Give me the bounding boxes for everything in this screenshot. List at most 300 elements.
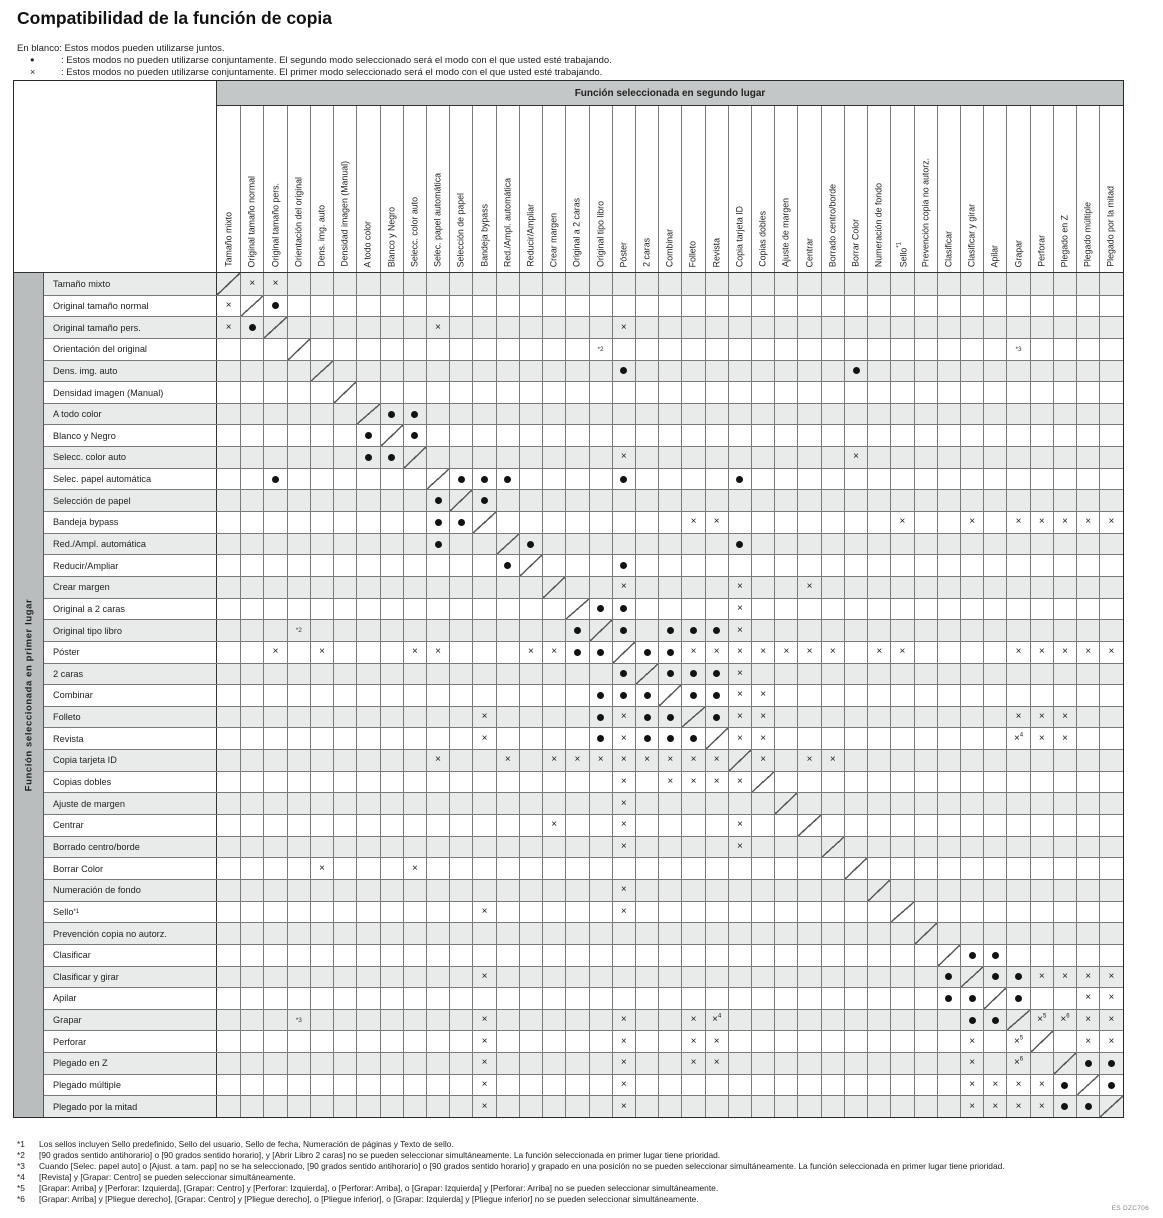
matrix-cell [1099, 1075, 1122, 1096]
matrix-cell [728, 296, 751, 317]
matrix-cell [287, 620, 310, 641]
matrix-cell [356, 1053, 379, 1074]
matrix-cell [263, 534, 286, 555]
diagonal-cell [774, 793, 797, 814]
matrix-cell [890, 577, 913, 598]
matrix-cell [658, 923, 681, 944]
matrix-cell [263, 512, 286, 533]
matrix-cell [263, 469, 286, 490]
matrix-cell [472, 988, 495, 1009]
matrix-cell [774, 317, 797, 338]
column-header-label: Original tamaño normal [246, 175, 257, 267]
matrix-cell [333, 620, 356, 641]
matrix-cell [844, 967, 867, 988]
matrix-cell [1030, 577, 1053, 598]
matrix-cell [751, 1010, 774, 1031]
diagonal-cell [844, 858, 867, 879]
column-header-label: Plegado múltiple [1082, 201, 1093, 267]
cross-mark: × [969, 1057, 976, 1069]
matrix-cell [1006, 664, 1029, 685]
matrix-cell [542, 469, 565, 490]
matrix-cell [380, 988, 403, 1009]
matrix-cell [728, 664, 751, 685]
matrix-cell [496, 317, 519, 338]
matrix-cell [356, 361, 379, 382]
matrix-cell [681, 880, 704, 901]
matrix-cell [542, 815, 565, 836]
matrix-cell [496, 577, 519, 598]
matrix-cell [310, 512, 333, 533]
matrix-cell [890, 469, 913, 490]
matrix-cell [542, 988, 565, 1009]
matrix-cell [310, 902, 333, 923]
matrix-cell [426, 534, 449, 555]
matrix-cell [449, 534, 472, 555]
matrix-cell [821, 664, 844, 685]
matrix-cell [426, 750, 449, 771]
matrix-cell [240, 620, 263, 641]
matrix-cell [821, 728, 844, 749]
matrix-cell [821, 447, 844, 468]
matrix-cell [263, 1096, 286, 1117]
matrix-cell [751, 1075, 774, 1096]
column-header-label: Selec. papel automática [432, 173, 443, 267]
matrix-cell [217, 599, 240, 620]
matrix-cell [612, 599, 635, 620]
matrix-cell [519, 750, 542, 771]
matrix-cell [426, 620, 449, 641]
footnote-text: [Grapar: Arriba] y [Perforar: Izquierda], [Grapar: Centro] y [Perforar: Izquierda], o [Perforar: Arriba], o [Grapar: Izquierda] y [Perforar: Arriba] no se pueden seleccionar simultáneamente. [39, 1183, 719, 1193]
matrix-cell [1099, 1031, 1122, 1052]
matrix-cell [589, 577, 612, 598]
compatibility-table [13, 80, 1124, 1118]
matrix-cell [426, 1010, 449, 1031]
dot-mark [690, 735, 697, 742]
matrix-cell [821, 512, 844, 533]
matrix-cell [426, 317, 449, 338]
matrix-cell [403, 555, 426, 576]
matrix-cell [217, 512, 240, 533]
cross-mark: × [737, 667, 743, 679]
matrix-cell [380, 664, 403, 685]
matrix-cell [681, 858, 704, 879]
diagonal-cell [728, 750, 751, 771]
matrix-cell [1053, 685, 1076, 706]
matrix-cell [890, 880, 913, 901]
matrix-cell [774, 577, 797, 598]
matrix-cell [589, 469, 612, 490]
matrix-cell [821, 815, 844, 836]
matrix-cell [705, 880, 728, 901]
matrix-cell [1099, 447, 1122, 468]
diagonal-cell [914, 923, 937, 944]
matrix-cell [240, 382, 263, 403]
cross-mark: × [620, 732, 627, 744]
matrix-cell [705, 772, 728, 793]
matrix-cell [1006, 793, 1029, 814]
matrix-cell [310, 1096, 333, 1117]
matrix-cell [681, 404, 704, 425]
matrix-cell [217, 728, 240, 749]
cross-mark: × [1108, 992, 1115, 1004]
dot-mark [597, 714, 604, 721]
legend-blank: En blanco: Estos modos pueden utilizarse juntos. [17, 43, 225, 54]
matrix-cell [1030, 425, 1053, 446]
matrix-cell [356, 1096, 379, 1117]
matrix-cell [751, 858, 774, 879]
matrix-cell [287, 967, 310, 988]
matrix-cell [867, 837, 890, 858]
matrix-cell [426, 685, 449, 706]
matrix-cell [1076, 382, 1099, 403]
matrix-cell [867, 1053, 890, 1074]
matrix-cell [890, 339, 913, 360]
matrix-cell [380, 750, 403, 771]
matrix-cell [287, 1096, 310, 1117]
dot-mark [992, 1017, 999, 1024]
matrix-cell [774, 296, 797, 317]
matrix-cell [774, 273, 797, 295]
legend-dot-text: : Estos modos no pueden utilizarse conjuntamente. El segundo modo seleccionado será el modo con el que usted esté trabajando. [61, 55, 612, 66]
matrix-cell [937, 858, 960, 879]
cross-mark: × [713, 754, 720, 766]
matrix-cell [449, 988, 472, 1009]
matrix-cell [867, 361, 890, 382]
matrix-cell [403, 837, 426, 858]
matrix-cell [983, 1031, 1006, 1052]
matrix-cell [612, 577, 635, 598]
table-row [44, 814, 1123, 836]
matrix-cell [728, 923, 751, 944]
matrix-cell [217, 1053, 240, 1074]
matrix-cell [821, 425, 844, 446]
matrix-cell [449, 685, 472, 706]
matrix-cell [774, 772, 797, 793]
matrix-cell [240, 361, 263, 382]
matrix-cell [519, 361, 542, 382]
matrix-cell [728, 858, 751, 879]
matrix-cell [472, 837, 495, 858]
cross-mark: × [620, 1014, 627, 1026]
matrix-cell [635, 577, 658, 598]
dot-mark [736, 541, 743, 548]
matrix-cell [774, 1010, 797, 1031]
matrix-cell [1006, 339, 1029, 360]
matrix-cell [1030, 880, 1053, 901]
column-header-label: Copia tarjeta ID [734, 205, 745, 267]
table-row [44, 987, 1123, 1009]
matrix-cell [1006, 555, 1029, 576]
column-header [914, 106, 937, 272]
matrix-cell [496, 858, 519, 879]
column-header [472, 106, 495, 272]
matrix-cell [426, 772, 449, 793]
diagonal-cell [937, 945, 960, 966]
matrix-cell [1076, 772, 1099, 793]
matrix-cell [310, 1031, 333, 1052]
matrix-cell [333, 685, 356, 706]
matrix-cell [449, 902, 472, 923]
matrix-cell [356, 880, 379, 901]
matrix-cell [960, 1096, 983, 1117]
matrix-cell [1076, 577, 1099, 598]
matrix-cell [1099, 469, 1122, 490]
matrix-cell [635, 599, 658, 620]
column-header [449, 106, 472, 272]
matrix-cell [705, 793, 728, 814]
column-header [635, 106, 658, 272]
dot-mark [597, 735, 604, 742]
matrix-cell [1076, 923, 1099, 944]
matrix-cell [960, 880, 983, 901]
matrix-cell [426, 707, 449, 728]
matrix-cell [356, 664, 379, 685]
matrix-cell [612, 967, 635, 988]
matrix-cell [287, 728, 310, 749]
matrix-cell [287, 902, 310, 923]
matrix-cell [983, 599, 1006, 620]
matrix-cell [705, 1075, 728, 1096]
row-label: Revista [44, 728, 217, 749]
matrix-cell [751, 880, 774, 901]
matrix-cell [565, 728, 588, 749]
matrix-cell [983, 945, 1006, 966]
matrix-cell [751, 923, 774, 944]
column-header-label: Ajuste de margen [780, 198, 791, 267]
matrix-cell [240, 555, 263, 576]
matrix-cell [821, 469, 844, 490]
matrix-cell [310, 1010, 333, 1031]
matrix-cell [496, 555, 519, 576]
matrix-cell [287, 273, 310, 295]
matrix-cell [612, 339, 635, 360]
table-row [44, 901, 1123, 923]
matrix-cell [844, 1010, 867, 1031]
matrix-cell [797, 1010, 820, 1031]
matrix-cell [797, 490, 820, 511]
row-label: Selec. papel automática [44, 469, 217, 490]
matrix-cell [937, 447, 960, 468]
matrix-cell [867, 642, 890, 663]
matrix-cell [542, 1053, 565, 1074]
matrix-cell [519, 707, 542, 728]
cross-mark: × [1038, 711, 1045, 723]
matrix-cell [542, 534, 565, 555]
matrix-cell [867, 512, 890, 533]
matrix-cell [983, 1053, 1006, 1074]
matrix-cell [1030, 707, 1053, 728]
matrix-cell [1006, 382, 1029, 403]
matrix-cell [565, 273, 588, 295]
cross-mark: × [1085, 1014, 1092, 1026]
matrix-cell [1030, 1053, 1053, 1074]
matrix-cell [797, 555, 820, 576]
matrix-cell [728, 880, 751, 901]
matrix-cell [890, 988, 913, 1009]
dot-mark [969, 952, 976, 959]
diagonal-cell [1099, 1096, 1122, 1117]
column-header-label: Selecc. color auto [409, 197, 420, 267]
matrix-cell [426, 490, 449, 511]
matrix-cell [914, 1075, 937, 1096]
matrix-cell [751, 577, 774, 598]
matrix-cell [496, 382, 519, 403]
matrix-cell [426, 923, 449, 944]
matrix-cell [449, 317, 472, 338]
matrix-cell [380, 1053, 403, 1074]
diagonal-cell [751, 772, 774, 793]
matrix-cell [960, 707, 983, 728]
table-row [44, 1009, 1123, 1031]
matrix-cell [333, 858, 356, 879]
matrix-cell [821, 967, 844, 988]
table-row [44, 944, 1123, 966]
cross-mark: × [667, 776, 674, 788]
matrix-cell [658, 447, 681, 468]
matrix-cell [612, 425, 635, 446]
matrix-cell [960, 772, 983, 793]
matrix-cell [844, 339, 867, 360]
matrix-cell [519, 923, 542, 944]
cross-mark: × [690, 516, 697, 528]
matrix-cell [728, 793, 751, 814]
matrix-cell [263, 599, 286, 620]
matrix-cell [821, 1075, 844, 1096]
dot-mark [504, 476, 511, 483]
matrix-cell [797, 317, 820, 338]
footnote-ref: 4 [1019, 732, 1024, 739]
matrix-cell [914, 425, 937, 446]
cross-mark: × [737, 732, 743, 744]
cross-mark: × [760, 732, 767, 744]
matrix-cell [380, 837, 403, 858]
matrix-cell [1030, 837, 1053, 858]
matrix-cell [612, 1010, 635, 1031]
matrix-cell [333, 425, 356, 446]
matrix-cell [960, 1053, 983, 1074]
dot-mark [365, 432, 372, 439]
matrix-cell [1006, 707, 1029, 728]
matrix-cell [472, 1031, 495, 1052]
matrix-cell [728, 1096, 751, 1117]
cross-mark: × [620, 797, 627, 809]
matrix-cell [937, 664, 960, 685]
matrix-cell [728, 273, 751, 295]
column-header [658, 106, 681, 272]
cross-mark: × [737, 602, 743, 614]
matrix-cell [1006, 1096, 1029, 1117]
matrix-cell [774, 1031, 797, 1052]
matrix-cell [914, 815, 937, 836]
column-header [542, 106, 565, 272]
cross-mark: × [1085, 646, 1092, 658]
matrix-cell [937, 273, 960, 295]
matrix-cell [1006, 599, 1029, 620]
cross-mark: × [620, 754, 627, 766]
matrix-cell [728, 685, 751, 706]
matrix-cell [821, 382, 844, 403]
cross-mark: × [1015, 516, 1022, 528]
matrix-cell [565, 815, 588, 836]
column-header-label: Folleto [687, 240, 698, 267]
matrix-cell [1053, 1031, 1076, 1052]
matrix-cell [960, 902, 983, 923]
matrix-cell [496, 685, 519, 706]
matrix-cell [472, 599, 495, 620]
matrix-cell [333, 750, 356, 771]
matrix-cell [403, 772, 426, 793]
row-label: Crear margen [44, 577, 217, 598]
matrix-cell [983, 880, 1006, 901]
matrix-cell [774, 512, 797, 533]
matrix-cell [217, 793, 240, 814]
matrix-cell [844, 447, 867, 468]
matrix-cell [496, 902, 519, 923]
footnote-text: [Revista] y [Grapar: Centro] se pueden seleccionar simultáneamente. [39, 1172, 296, 1182]
matrix-cell [1076, 534, 1099, 555]
matrix-cell [983, 750, 1006, 771]
matrix-cell [797, 1075, 820, 1096]
matrix-cell [449, 793, 472, 814]
matrix-cell [449, 815, 472, 836]
matrix-cell [658, 793, 681, 814]
matrix-cell [914, 599, 937, 620]
cross-mark: × [690, 646, 697, 658]
dot-mark [713, 670, 720, 677]
matrix-cell [658, 577, 681, 598]
matrix-cell [1099, 620, 1122, 641]
matrix-cell [937, 404, 960, 425]
matrix-cell [612, 447, 635, 468]
matrix-cell [240, 945, 263, 966]
cross-mark: × [481, 1079, 488, 1091]
matrix-cell [449, 945, 472, 966]
matrix-cell [263, 772, 286, 793]
matrix-cell [1006, 880, 1029, 901]
matrix-cell [426, 1096, 449, 1117]
matrix-cell [333, 664, 356, 685]
matrix-cell [635, 707, 658, 728]
matrix-cell [635, 620, 658, 641]
matrix-cell [356, 685, 379, 706]
matrix-cell [751, 642, 774, 663]
matrix-cell [960, 642, 983, 663]
matrix-cell [728, 317, 751, 338]
matrix-cell [403, 728, 426, 749]
matrix-cell [1006, 772, 1029, 793]
matrix-cell [403, 425, 426, 446]
matrix-cell [426, 967, 449, 988]
matrix-cell [867, 858, 890, 879]
matrix-cell [333, 642, 356, 663]
dot-mark [620, 367, 627, 374]
matrix-cell [635, 685, 658, 706]
matrix-cell [728, 642, 751, 663]
matrix-cell [287, 685, 310, 706]
matrix-cell [937, 967, 960, 988]
matrix-cell [1030, 728, 1053, 749]
matrix-cell [380, 382, 403, 403]
matrix-cell [426, 1031, 449, 1052]
matrix-cell [1076, 728, 1099, 749]
matrix-cell [310, 1053, 333, 1074]
matrix-cell [472, 361, 495, 382]
cross-mark-footnote: ×$^6$ [1060, 1013, 1070, 1026]
matrix-cell [1053, 772, 1076, 793]
matrix-cell [867, 555, 890, 576]
column-header-label: Dens. img. auto [316, 205, 327, 267]
dot-mark [713, 692, 720, 699]
